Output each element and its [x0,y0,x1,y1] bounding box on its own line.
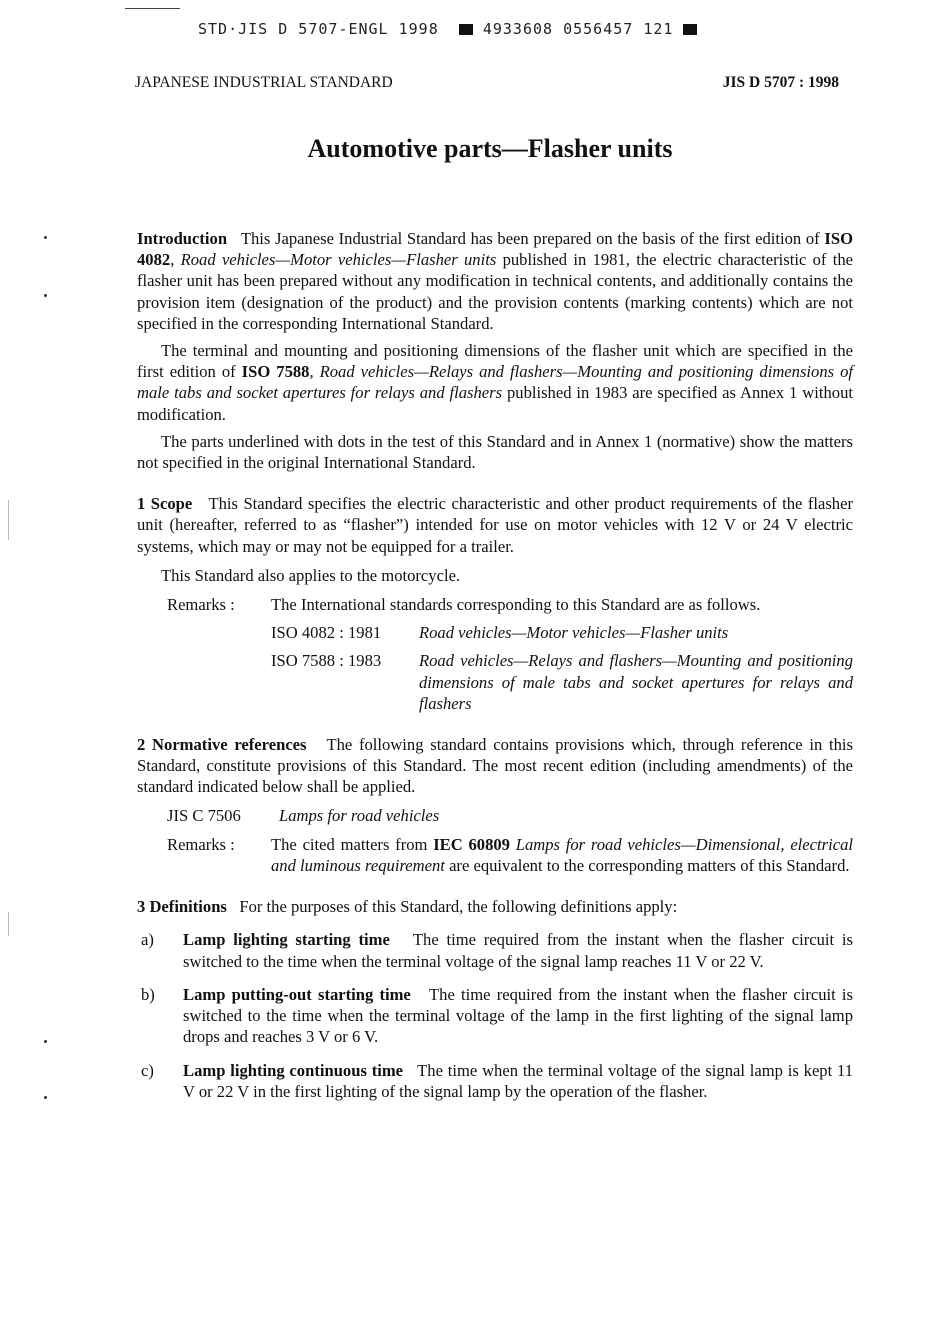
definition-term: Lamp lighting continuous time [183,1060,404,1080]
intro-text: published in 1981, the electric characteristic of the flasher unit has been prepared without any modification in technical contents, and additionally contains the provision item (designation of the product) and the provision contents (marking contents) which are not specified in the corresponding International Standard. [137,250,853,333]
scope-paragraph-2: This Standard also applies to the motorcycle. [161,565,461,585]
definitions-paragraph [137,896,853,917]
remarks-text: The International standards corresponding to this Standard are as follows. [271,595,761,615]
document-body [137,228,853,1102]
scope-remarks [167,594,853,615]
remarks-text [271,834,853,876]
iso-ref: ISO 7588 [241,362,310,382]
scope-text: This Standard specifies the electric characteristic and other product requirements of the flasher unit (hereafter, referred to as “flasher”) intended for use on motor vehicles with 12 V or 24 V electric systems, which may or may not be equipped for a trailer. [137,494,853,556]
intro-text: published in 1983 are specified as Annex 1 without modification. [137,383,853,424]
jis-title: Lamps for road vehicles [279,805,440,825]
stamp-text: STD·JIS D 5707-ENGL 1998 [198,20,439,38]
definition-text [183,1060,853,1102]
definition-mark: b) [141,984,155,1004]
jis-number: JIS C 7506 [167,805,241,825]
reference-list [271,622,853,714]
scan-line [8,912,9,936]
normative-heading: 2 Normative references [137,735,307,755]
normative-reference-row [167,805,853,826]
iec-title: Lamps for road vehicles—Dimensional, electrical and luminous requirement [271,834,853,876]
definition-item [137,1060,853,1102]
normative-remarks [167,834,853,876]
iso-title: Road vehicles—Relays and flashers—Mounting and positioning dimensions of male tabs and socket apertures for relays and flashers [137,362,853,403]
stamp-block-mark [683,24,697,35]
definition-body: The time required from the instant when the flasher circuit is switched to the time when the terminal voltage of the signal lamp reaches 11 V or 22 V. [183,930,853,971]
catalog-stamp [198,20,697,38]
iso-title: Road vehicles—Motor vehicles—Flasher units [180,250,497,270]
remarks-label: Remarks : [167,834,235,854]
scan-speck [44,236,47,239]
scan-speck [44,1040,47,1043]
definition-item [137,929,853,971]
reference-row [271,650,853,714]
reference-title: Road vehicles—Relays and flashers—Mounting and positioning dimensions of male tabs and socket apertures for relays and flashers [419,651,853,713]
reference-number: ISO 4082 : 1981 [271,623,382,643]
definition-mark: a) [141,930,154,950]
intro-text: This Japanese Industrial Standard has been prepared on the basis of the first edition of [240,229,825,248]
scope-heading: 1 Scope [137,494,193,514]
intro-heading: Introduction [137,229,228,248]
normative-paragraph [137,734,853,798]
definitions-heading: 3 Definitions [137,897,227,917]
remarks-text-part: are equivalent to the corresponding matters of this Standard. [444,856,850,876]
scope-paragraph-1 [137,493,853,557]
iec-ref: IEC 60809 [433,834,510,854]
intro-text: , [170,250,181,270]
scan-speck [44,294,47,297]
reference-title: Road vehicles—Motor vehicles—Flasher units [419,623,729,643]
top-rule [125,8,180,9]
definition-term: Lamp putting-out starting time [183,984,411,1004]
page-title: Automotive parts—Flasher units [307,134,673,163]
scan-speck [44,1096,47,1099]
stamp-numbers: 4933608 0556457 121 [482,20,674,38]
definition-text [183,929,853,971]
intro-text: , [309,362,320,382]
intro-paragraph-3: The parts underlined with dots in the test of this Standard and in Annex 1 (normative) show the matters not specified in the original International Standard. [137,431,853,473]
definition-item [137,984,853,1048]
intro-paragraph-2 [137,340,853,425]
remarks-label: Remarks : [167,595,235,615]
intro-text: The terminal and mounting and positioning dimensions of the flasher unit which are specified in the first edition of [137,341,853,382]
scan-line [8,500,9,540]
reference-number: ISO 7588 : 1983 [271,651,382,671]
iso-ref: ISO 4082 [137,229,853,270]
remarks-text-part: The cited matters from [271,834,434,854]
definition-body: The time when the terminal voltage of the signal lamp is kept 11 V or 22 V in the first lighting of the signal lamp by the operation of the flasher. [183,1060,854,1101]
definition-text [183,984,853,1048]
definitions-intro: For the purposes of this Standard, the following definitions apply: [239,897,678,917]
stamp-block-mark [459,24,473,35]
definition-mark: c) [141,1060,154,1080]
reference-row [271,622,853,643]
normative-text: The following standard contains provisions which, through reference in this Standard, constitute provisions of this Standard. The most recent edition (including amendments) of the standard indicated below shall be applied. [137,735,853,797]
intro-paragraph-1 [137,228,853,334]
definition-term: Lamp lighting starting time [183,930,390,950]
header-right: JIS D 5707 : 1998 [722,74,839,91]
header-left: JAPANESE INDUSTRIAL STANDARD [135,74,393,91]
definition-body: The time required from the instant when the flasher circuit is switched to the time when the terminal voltage of the lamp in the first lighting of the signal lamp drops and reaches 3 V or 6 V. [183,984,853,1047]
